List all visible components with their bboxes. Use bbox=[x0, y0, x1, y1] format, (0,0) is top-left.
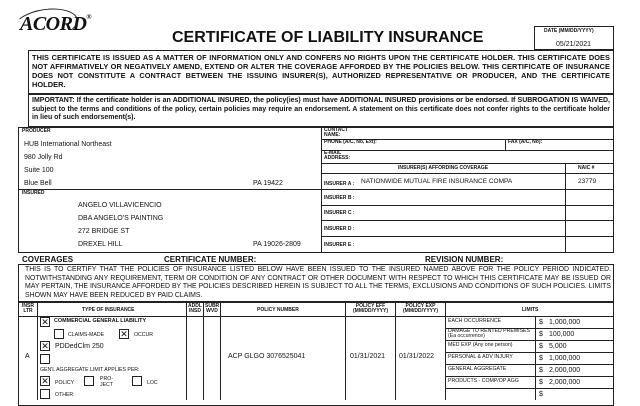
insured-line-2: DBA ANGELO'S PAINTING bbox=[78, 215, 164, 222]
date-value: 05/21/2021 bbox=[556, 41, 592, 48]
limit-currency: $ bbox=[539, 367, 543, 374]
divider bbox=[565, 163, 566, 253]
divider bbox=[18, 189, 321, 190]
claims-made-label: CLAIMS-MADE bbox=[68, 332, 105, 338]
loc-checkbox[interactable] bbox=[132, 376, 142, 386]
coverages-label: COVERAGES bbox=[22, 255, 74, 264]
divider bbox=[321, 205, 614, 206]
important-box bbox=[28, 94, 614, 127]
coverages-statement: THIS IS TO CERTIFY THAT THE POLICIES OF INSURANCE LISTED BELOW HAVE BEEN ISSUED TO THE INSURED NAMED ABOVE FOR THE POLICY PERIOD INDICATED. NOTWITHSTANDING ANY REQUIREMENT, TERM OR CONDITION OF ANY CONTRACT OR OTHER DOCUMENT WITH RESPECT TO WHICH THIS CERTIFICATE MAY BE ISSUED OR MAY PERTAIN, THE INSURANCE AFFORDED BY THE POLICIES DESCRIBED HEREIN IS SUBJECT TO ALL THE TERMS, EXCLUSIONS AND CONDITIONS OF SUCH POLICIES. LIMITS SHOWN MAY HAVE BEEN REDUCED BY PAID CLAIMS. bbox=[25, 266, 611, 299]
producer-line-2: 980 Jolly Rd bbox=[24, 154, 63, 161]
limit-currency: $ bbox=[539, 391, 543, 398]
header-addl: ADDL INSD bbox=[188, 303, 202, 314]
contact-name-label: CONTACT NAME: bbox=[324, 127, 349, 138]
policy-label: POLICY bbox=[55, 380, 75, 386]
limit-value: 100,000 bbox=[549, 331, 575, 338]
limit-label: DAMAGE TO RENTED PREMISES (Ea occurrence) bbox=[448, 328, 530, 340]
fax-label: FAX (A/C, No): bbox=[508, 139, 543, 145]
limit-label: GENERAL AGGREGATE bbox=[448, 366, 507, 372]
cgl-checkbox[interactable]: ✕ bbox=[41, 317, 49, 327]
limit-label: MED EXP (Any one person) bbox=[448, 342, 513, 348]
limit-currency: $ bbox=[539, 355, 543, 362]
insured-label: INSURED bbox=[22, 190, 45, 196]
header-policy-eff: POLICY EFF (MM/DD/YYYY) bbox=[353, 303, 388, 314]
insured-line-1: ANGELO VILLAVICENCIO bbox=[78, 202, 162, 209]
col-divider bbox=[186, 302, 187, 400]
limits-divider bbox=[445, 376, 614, 377]
limit-value: 5,000 bbox=[549, 343, 567, 350]
claims-made-checkbox[interactable] bbox=[54, 329, 64, 339]
date-box bbox=[534, 26, 614, 50]
col-divider bbox=[445, 302, 446, 400]
header-type: TYPE OF INSURANCE bbox=[82, 307, 135, 313]
divider bbox=[321, 127, 322, 253]
insured-city: DREXEL HILL bbox=[78, 241, 123, 248]
insured-line-3: 272 BRIDGE ST bbox=[78, 228, 130, 235]
limit-currency: $ bbox=[539, 343, 543, 350]
other-checkbox[interactable] bbox=[40, 389, 50, 399]
policy-checkbox[interactable]: ✕ bbox=[41, 376, 49, 386]
producer-label: PRODUCER bbox=[22, 128, 51, 134]
insurer-b-label: INSURER B : bbox=[324, 195, 355, 201]
cgl-label: COMMERCIAL GENERAL LIABILITY bbox=[54, 318, 147, 324]
divider bbox=[321, 173, 614, 174]
col-divider bbox=[203, 302, 204, 400]
limit-currency: $ bbox=[539, 331, 543, 338]
limit-currency: $ bbox=[539, 319, 543, 326]
header-policy-exp: POLICY EXP (MM/DD/YYYY) bbox=[403, 303, 438, 314]
aggregate-label: GEN'L AGGREGATE LIMIT APPLIES PER: bbox=[40, 367, 140, 373]
limits-divider bbox=[445, 340, 614, 341]
project-checkbox[interactable] bbox=[84, 376, 94, 386]
main-notice: THIS CERTIFICATE IS ISSUED AS A MATTER OF INFORMATION ONLY AND CONFERS NO RIGHTS UPON THE CERTIFICATE HOLDER. THIS CERTIFICATE DOES NOT AFFIRMATIVELY OR NEGATIVELY AMEND, EXTEND OR ALTER THE COVERAGE AFFORDED BY THE POLICIES BELOW. THIS CERTIFICATE OF INSURANCE DOES NOT CONSTITUTE A CONTRACT BETWEEN THE ISSUING INSURER(S), AUTHORIZED REPRESENTATIVE OR PRODUCER, AND THE CERTIFICATE HOLDER. bbox=[32, 53, 610, 89]
divider bbox=[321, 220, 614, 221]
limits-divider bbox=[445, 388, 614, 389]
loc-label: LOC bbox=[147, 380, 158, 386]
limits-divider bbox=[445, 364, 614, 365]
insr-ltr-a: A bbox=[25, 353, 30, 360]
acord-logo: ACORD® bbox=[20, 13, 92, 35]
divider bbox=[321, 189, 614, 190]
limit-currency: $ bbox=[539, 379, 543, 386]
divider bbox=[321, 150, 614, 151]
insurer-e-label: INSURER E : bbox=[324, 242, 355, 248]
insured-state-zip: PA 19026-2809 bbox=[253, 241, 301, 248]
limit-value: 2,000,000 bbox=[549, 379, 581, 386]
phone-label: PHONE (A/C, No, Ext): bbox=[324, 139, 377, 145]
limit-value: 2,000,000 bbox=[549, 367, 581, 374]
logo-swoosh bbox=[12, 5, 80, 44]
producer-line-1: HUB International Northeast bbox=[24, 141, 112, 148]
important-notice: IMPORTANT: If the certificate holder is an ADDITIONAL INSURED, the policy(ies) must have ADDITIONAL INSURED provisions or be endorsed. If SUBROGATION IS WAIVED, subject to the terms and conditions of the policy, certain policies may require an endorsement. A statement on this certificate does not confer rights to the certificate holder in lieu of such endorsement(s). bbox=[32, 97, 610, 122]
occur-label: OCCUR bbox=[134, 332, 154, 338]
revision-number-label: REVISION NUMBER: bbox=[425, 255, 504, 264]
header-insr-ltr: INSR LTR bbox=[22, 303, 34, 314]
notice-box bbox=[28, 50, 614, 94]
divider bbox=[505, 139, 506, 150]
header-policy-number: POLICY NUMBER bbox=[257, 307, 299, 313]
limit-label: PERSONAL & ADV INJURY bbox=[448, 354, 513, 360]
divider bbox=[321, 163, 614, 164]
limit-label: PRODUCTS - COMP/OP AGG bbox=[448, 378, 519, 384]
certificate-number-label: CERTIFICATE NUMBER: bbox=[164, 255, 257, 264]
col-divider bbox=[395, 302, 396, 400]
divider bbox=[321, 236, 614, 237]
insurer-d-label: INSURER D : bbox=[324, 226, 355, 232]
producer-city: Blue Bell bbox=[24, 180, 52, 187]
extra-coverage-checkbox[interactable]: ✕ bbox=[41, 341, 49, 351]
limits-divider bbox=[445, 352, 614, 353]
header-limits: LIMITS bbox=[522, 307, 539, 313]
col-divider bbox=[220, 302, 221, 400]
occur-checkbox[interactable]: ✕ bbox=[120, 329, 128, 339]
naic-label: NAIC # bbox=[578, 165, 595, 171]
limit-value: 1,000,000 bbox=[549, 355, 581, 362]
producer-state-zip: PA 19422 bbox=[253, 180, 283, 187]
extra-coverage-text: PDDedClm 250 bbox=[55, 343, 104, 350]
insurer-c-label: INSURER C : bbox=[324, 210, 355, 216]
insurer-a-naic: 23779 bbox=[578, 178, 597, 185]
other-label: OTHER: bbox=[55, 392, 75, 398]
logo-text: ACORD bbox=[20, 13, 87, 35]
limit-value: 1,000,000 bbox=[549, 319, 581, 326]
table-header-divider bbox=[18, 316, 614, 317]
page-title: CERTIFICATE OF LIABILITY INSURANCE bbox=[172, 29, 484, 46]
insurer-a-name: NATIONWIDE MUTUAL FIRE INSURANCE COMPA bbox=[361, 178, 513, 185]
coverages-statement-box bbox=[18, 264, 614, 302]
insurer-a-label: INSURER A : bbox=[324, 181, 355, 187]
header-subr: SUBR WVD bbox=[205, 303, 220, 314]
date-label: DATE (MM/DD/YYYY) bbox=[544, 28, 594, 34]
insurers-header: INSURER(S) AFFORDING COVERAGE bbox=[398, 165, 489, 171]
col-divider bbox=[37, 302, 38, 400]
policy-number: ACP GLGO 3076525041 bbox=[228, 353, 306, 360]
blank-coverage-checkbox[interactable] bbox=[40, 354, 50, 364]
col-divider bbox=[345, 302, 346, 400]
project-label: PRO- JECT bbox=[100, 376, 113, 388]
limit-label: EACH OCCURRENCE bbox=[448, 318, 502, 324]
email-label: E-MAIL ADDRESS: bbox=[324, 150, 351, 161]
policy-eff-date: 01/31/2021 bbox=[350, 353, 386, 360]
policy-exp-date: 01/31/2022 bbox=[399, 353, 435, 360]
producer-line-3: Suite 100 bbox=[24, 167, 54, 174]
